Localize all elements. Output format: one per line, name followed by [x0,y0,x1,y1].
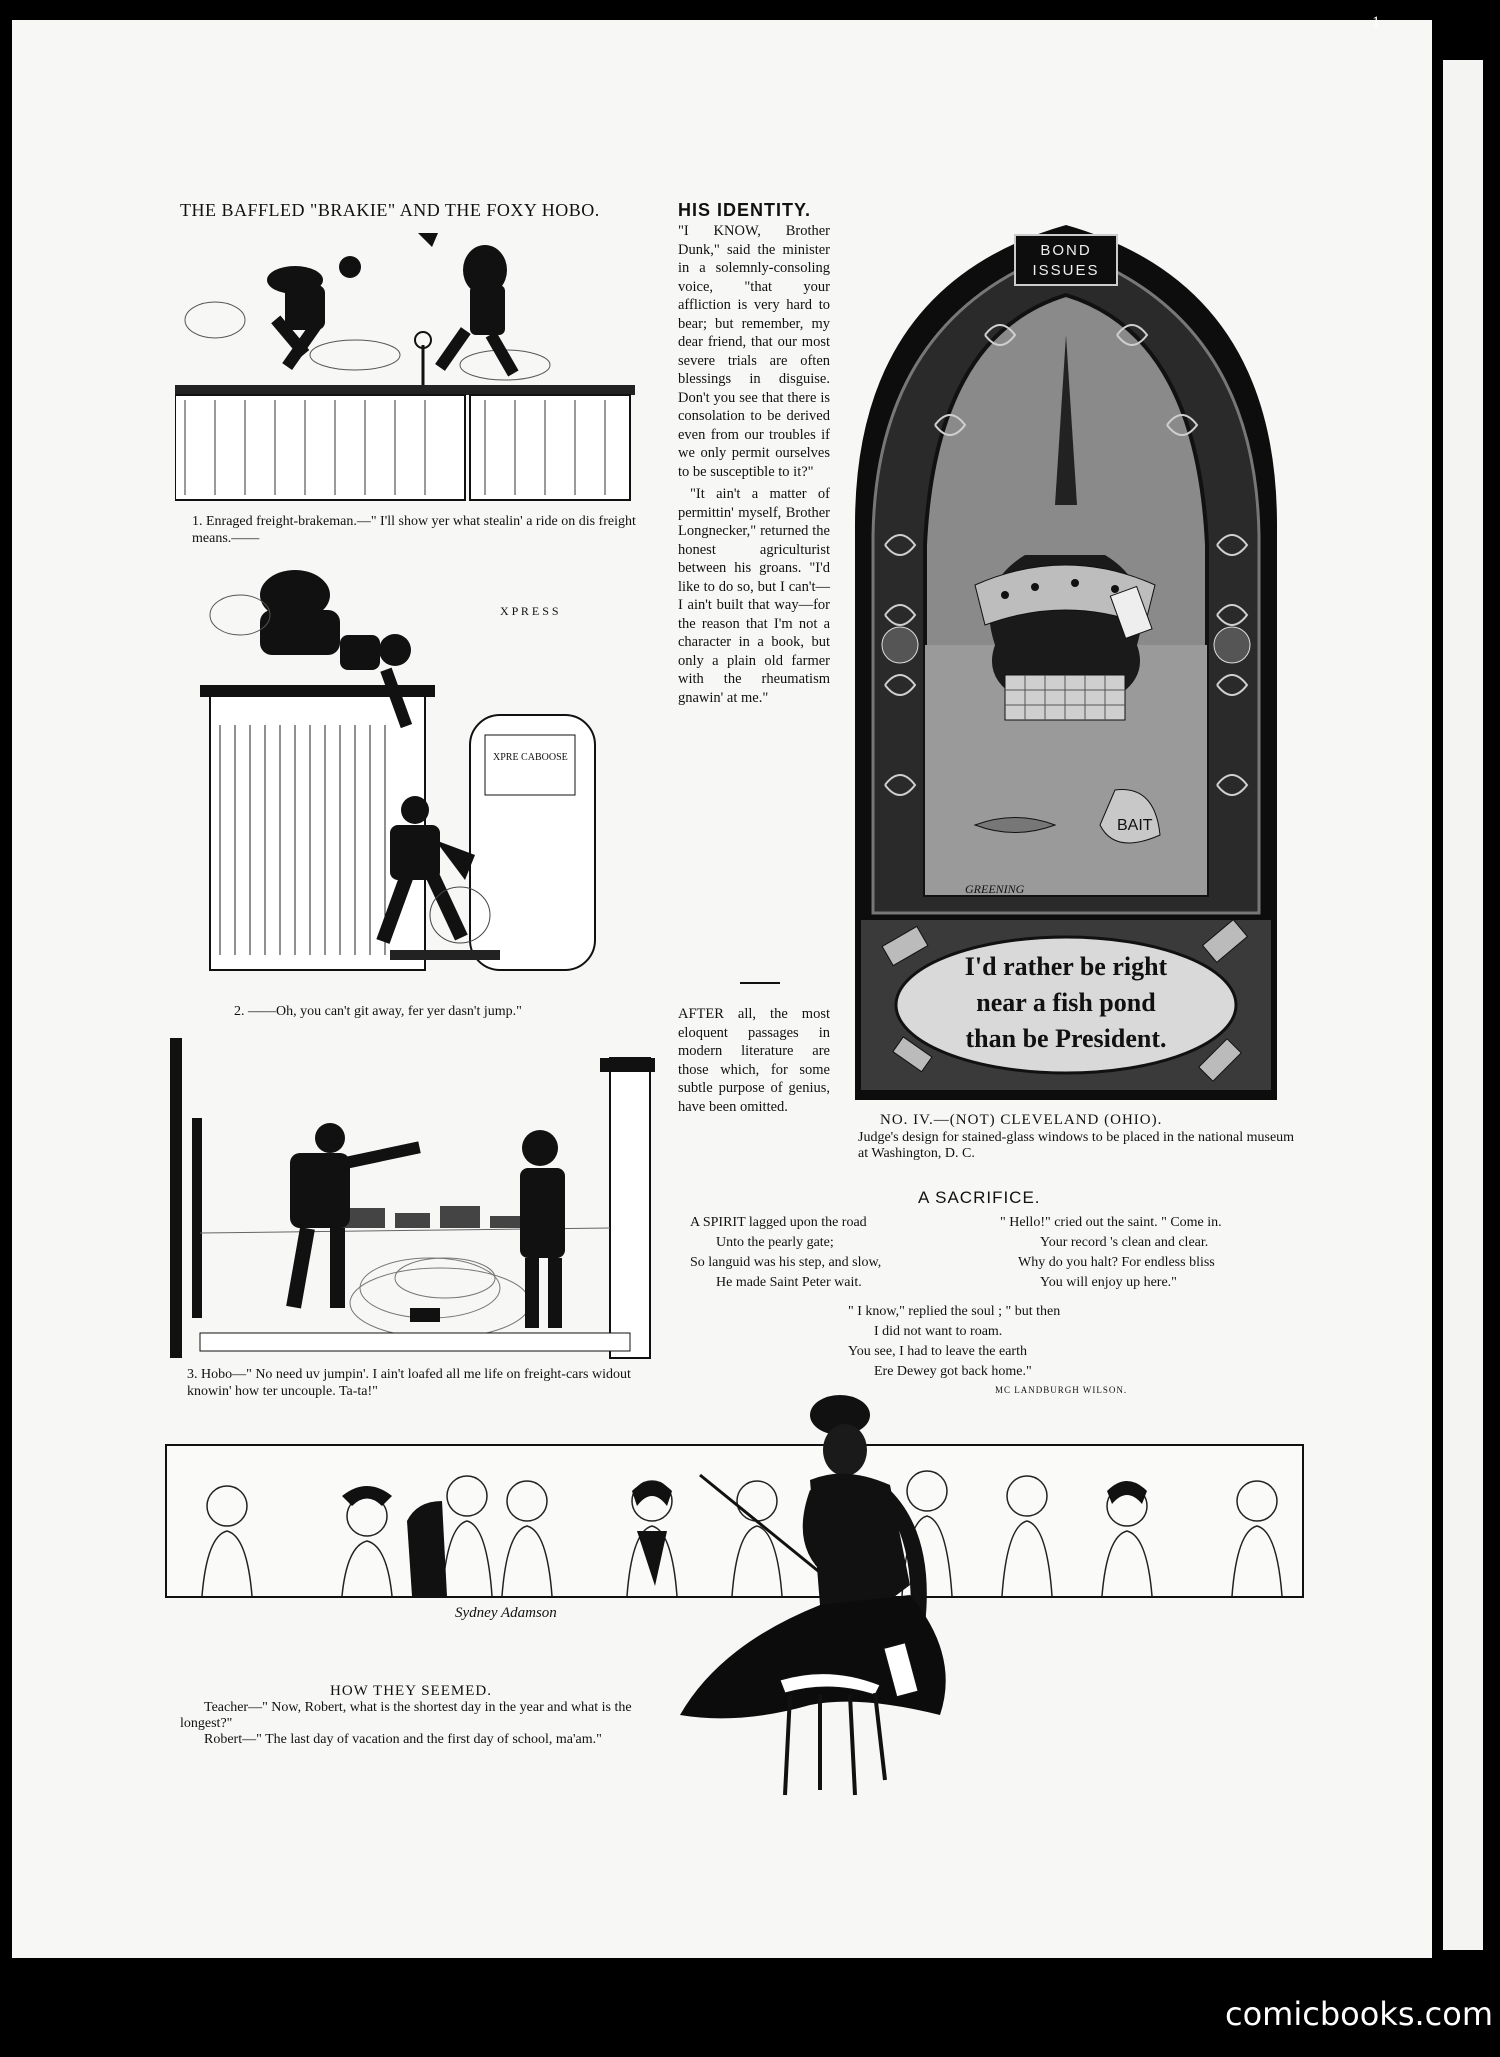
poem-line: Ere Dewey got back home." [874,1364,1032,1379]
identity-title: HIS IDENTITY. [678,200,812,220]
window-caption-title: NO. IV.—(NOT) CLEVELAND (OHIO). [880,1112,1163,1128]
bond-label: BOND [1040,242,1092,259]
robert-line: Robert—" The last day of vacation and the first day of school, ma'am." [204,1732,602,1747]
window-caption-text: Judge's design for stained-glass windows to be placed in the national museum at Washington, D. C. [858,1130,1295,1161]
section-divider [740,982,780,984]
school-joke-title: HOW THEY SEEMED. [330,1683,492,1699]
comic-caption-2: 2. ——Oh, you can't git away, fer yer dasn't jump." [234,1004,522,1019]
poem-line: Unto the pearly gate; [716,1235,834,1250]
page-mark: 1 [1372,14,1380,31]
poem-line: " I know," replied the soul ; " but then [848,1304,1061,1319]
illustration-signature: Sydney Adamson [455,1605,557,1621]
stained-glass-window [855,225,1277,1100]
poem-line: You see, I had to leave the earth [848,1344,1027,1359]
poem-line: Your record 's clean and clear. [1040,1235,1209,1250]
school-joke-text [180,1700,680,1748]
motto-line-1: I'd rather be right [964,952,1168,981]
comic-caption-3: 3. Hobo—" No need uv jumpin'. I ain't loafed all me life on freight-cars widout knowin' how ter uncouple. Ta-ta!" [187,1367,631,1399]
identity-column [678,222,830,711]
sacrifice-stanza-2 [1000,1213,1222,1293]
comic-title: THE BAFFLED "BRAKIE" AND THE FOXY HOBO. [180,200,600,220]
comic-panel-2 [200,555,640,985]
teacher-figure [660,1395,1020,1825]
poem-line: He made Saint Peter wait. [716,1275,862,1290]
issues-label: ISSUES [1032,262,1100,279]
identity-para-1: "I KNOW, Brother Dunk," said the minister in a solemnly-consoling voice, "that your affliction is very hard to bear; but remember, my dear friend, that our most severe trials are often blessings in disguise. Don't you see that there is consolation to be derived even from our troubles if we only permit ourselves to be susceptible to it?" [678,223,830,480]
poem-line: " Hello!" cried out the saint. " Come in. [1000,1215,1222,1230]
sacrifice-stanza-1 [690,1213,881,1293]
after-all-para: AFTER all, the most eloquent passages in modern literature are those which, for some subtle purpose of genius, have been omitted. [678,1006,830,1115]
comic-panel-3 [170,1038,660,1363]
comic-panel-1 [175,225,635,510]
window-artist: GREENING [965,882,1025,896]
sacrifice-stanza-3 [848,1302,1060,1382]
after-all-column [678,1005,830,1120]
teacher-line: Teacher—" Now, Robert, what is the shortest day in the year and what is the longest?" [180,1700,632,1731]
bait-label: BAIT [1117,817,1153,834]
poem-author: MC LANDBURGH WILSON. [995,1385,1128,1395]
next-page-edge [1443,60,1483,1950]
poem-line: I did not want to roam. [874,1324,1003,1339]
caboose-sign: XPRE CABOOSE [493,752,568,763]
motto-line-2: near a fish pond [976,988,1156,1017]
site-watermark: comicbooks.com [1225,1995,1494,2033]
sacrifice-title: A SACRIFICE. [918,1188,1041,1207]
motto-line-3: than be President. [965,1024,1167,1053]
poem-line: A SPIRIT lagged upon the road [690,1215,867,1230]
express-sign: X P R E S S [500,604,559,618]
identity-para-2: "It ain't a matter of permittin' myself, Brother Longnecker," returned the honest agriculturist between his groans. "I'd like to do so, but I can't—I ain't built that way—for the reason that I'm not a character in a book, but only a plain old farmer with the rheumatism gnawin' at me." [678,486,830,706]
poem-line: You will enjoy up here." [1040,1275,1177,1290]
comic-caption-1: 1. Enraged freight-brakeman.—" I'll show yer what stealin' a ride on dis freight means.—— [192,514,636,546]
poem-line: So languid was his step, and slow, [690,1255,882,1270]
poem-line: Why do you halt? For endless bliss [1018,1255,1215,1270]
